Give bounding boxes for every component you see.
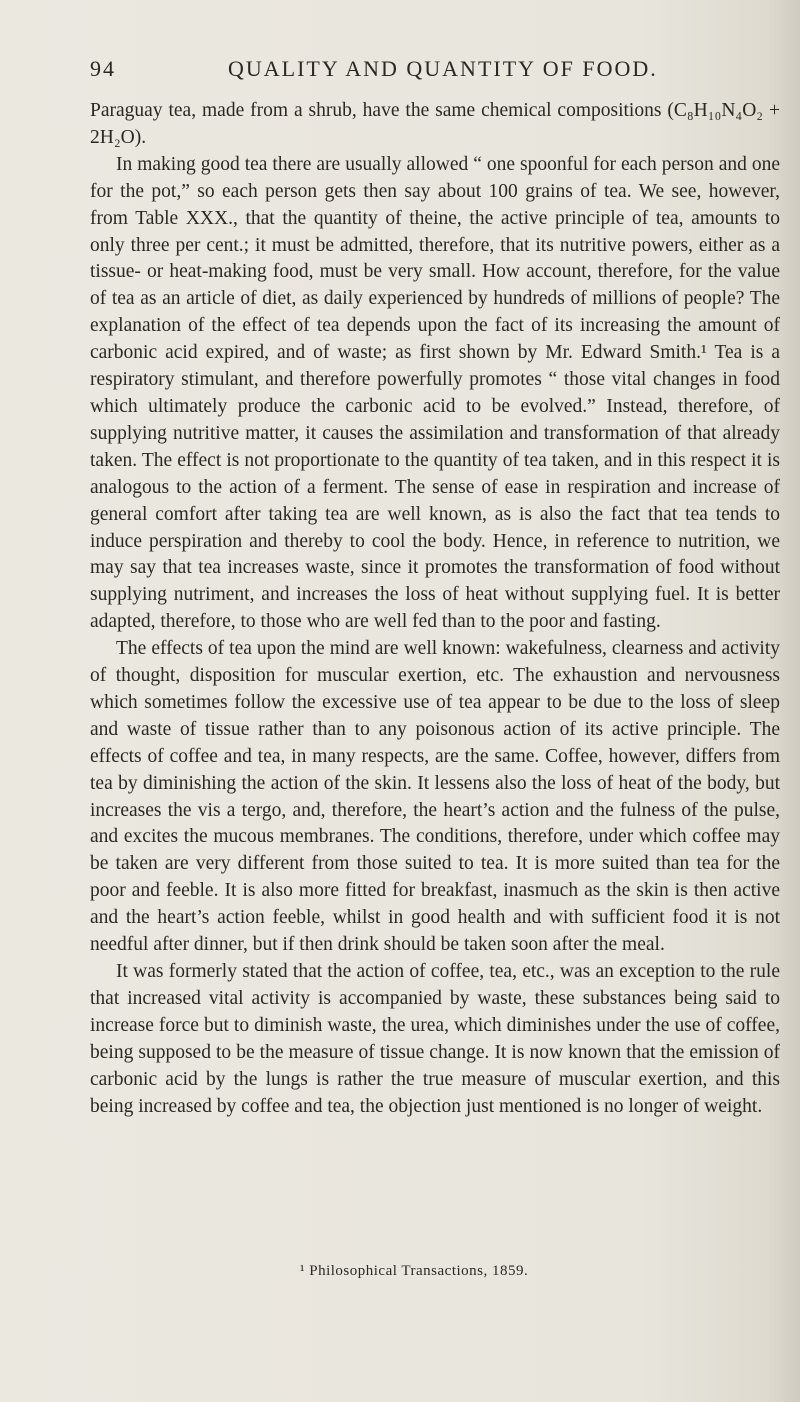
paragraph-3: The effects of tea upon the mind are well known: wakefulness, clearness and activity of thought, disposition for muscular exertion, etc. The exhaustion and nervousness which sometimes follow the excessive use of tea appear to be due to the loss of sleep and waste of tissue rather than to any poisonous action of its active principle. The effects of coffee and tea, in many respects, are the same. Coffee, however, differs from tea by diminishing the action of the skin. It lessens also the loss of heat of the body, but increases the vis a tergo, and, therefore, the heart’s action and the fulness of the pulse, and excites the mucous membranes. The conditions, therefore, under which coffee may be taken are very different from those suited to tea. It is more suited than tea for the poor and feeble. It is also more fitted for breakfast, inasmuch as the skin is then active and the heart’s action feeble, whilst in good health and with sufficient food it is not needful after dinner, but if then drink should be taken soon after the meal. [90, 638, 780, 956]
paragraph-2: In making good tea there are usually allowed “ one spoonful for each person and one for the pot,” so each person gets then say about 100 grains of tea. We see, however, from Table XXX., that the quantity of theine, the active principle of tea, amounts to only three per cent.; it must be admitted, therefore, that its nutritive powers, either as a tissue- or heat-making food, must be very small. How account, therefore, for the value of tea as an article of diet, as daily experienced by hundreds of millions of people? The explanation of the effect of tea depends upon the fact of its increasing the amount of carbonic acid expired, and of waste; as first shown by Mr. Edward Smith.¹ Tea is a respiratory stimulant, and therefore powerfully promotes “ those vital changes in food which ultimately produce the carbonic acid to be evolved.” Instead, therefore, of supplying nutritive matter, it causes the assimilation and transformation of that already taken. The effect is not proportionate to the quantity of tea taken, and in this respect it is analogous to the action of a ferment. The sense of ease in respiration and increase of general comfort after taking tea are well known, as is also the fact that tea tends to induce perspiration and thereby to cool the body. Hence, in reference to nutrition, we may say that tea increases waste, since it promotes the transformation of food without supplying nutriment, and increases the loss of heat without supplying fuel. It is better adapted, therefore, to those who are well fed than to the poor and fasting. [90, 153, 780, 633]
paragraph-1: Paraguay tea, made from a shrub, have the same chemical compositions (C₈H₁₀N₄O₂ + 2H₂O). [90, 100, 780, 148]
page-number: 94 [90, 56, 116, 81]
page-header [90, 56, 790, 86]
body-text [90, 98, 780, 1120]
footnote: ¹ Philosophical Transactions, 1859. [300, 1263, 529, 1279]
paragraph-4: It was formerly stated that the action of coffee, tea, etc., was an exception to the rule that increased vital activity is accompanied by waste, these substances being said to increase force but to diminish waste, the urea, which diminishes under the use of coffee, being supposed to be the measure of tissue change. It is now known that the emission of carbonic acid by the lungs is rather the true measure of muscular exertion, and this being increased by coffee and tea, the objection just mentioned is no longer of weight. [90, 961, 780, 1117]
running-title: QUALITY AND QUANTITY OF FOOD. [228, 56, 658, 81]
